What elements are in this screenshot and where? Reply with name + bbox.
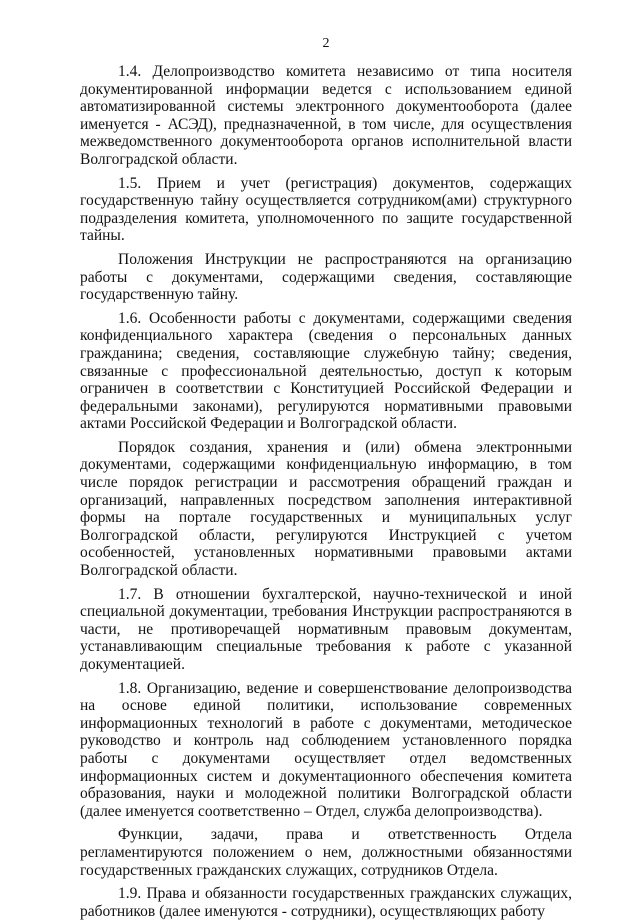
- paragraph-1-7: 1.7. В отношении бухгалтерской, научно-технической и иной специальной документации, требования Инструкции распространяются в части, не противоречащей нормативным правовым документам, устанавливающим специальные требования к работе с указанной документацией.: [80, 585, 572, 673]
- page-number: 2: [322, 36, 330, 51]
- paragraph-1-8: 1.8. Организацию, ведение и совершенствование делопроизводства на основе единой политики, использование современных информационных технологий в работе с документами, методическое руководство и контроль над соблюдением установленного порядка работы с документами осуществляет отдел ведомственных информационных систем и документационного обеспечения комитета образования, науки и молодежной политики Волгоградской области (далее именуется соответственно – Отдел, служба делопроизводства).: [80, 679, 572, 820]
- paragraph-department-functions: Функции, задачи, права и ответственность Отдела регламентируются положением о нем, должностными обязанностями государственных гражданских служащих, сотрудников Отдела.: [80, 826, 572, 879]
- paragraph-state-secret-exclusion: Положения Инструкции не распространяются на организацию работы с документами, содержащими сведения, составляющие государственную тайну.: [80, 250, 572, 304]
- paragraph-1-9: 1.9. Права и обязанности государственных гражданских служащих, работников (далее именуются - сотрудники), осуществляющих работу: [80, 885, 572, 920]
- document-body: [80, 63, 572, 920]
- paragraph-electronic-documents-procedure: Порядок создания, хранения и (или) обмена электронными документами, содержащими конфиденциальную информацию, в том числе порядок регистрации и рассмотрения обращений граждан и организаций, направленных посредством заполнения интерактивной формы на портале государственных и муниципальных услуг Волгоградской области, регулируются Инструкцией с учетом особенностей, установленных нормативными правовыми актами Волгоградской области.: [80, 438, 572, 580]
- paragraph-1-5: 1.5. Прием и учет (регистрация) документов, содержащих государственную тайну осуществляется сотрудником(ами) структурного подразделения комитета, уполномоченного по защите государственной тайны.: [80, 174, 572, 245]
- paragraph-1-6: 1.6. Особенности работы с документами, содержащими сведения конфиденциального характера (сведения о персональных данных гражданина; сведения, составляющие служебную тайну; сведения, связанные с профессиональной деятельностью, доступ к которым ограничен в соответствии с Конституцией Российской Федерации и федеральными законами), регулируются нормативными правовыми актами Российской Федерации и Волгоградской области.: [80, 309, 572, 433]
- paragraph-1-4: 1.4. Делопроизводство комитета независимо от типа носителя документированной информации ведется с использованием единой автоматизированной системы электронного документооборота (далее именуется - АСЭД), предназначенной, в том числе, для осуществления межведомственного документооборота органов исполнительной власти Волгоградской области.: [80, 63, 572, 168]
